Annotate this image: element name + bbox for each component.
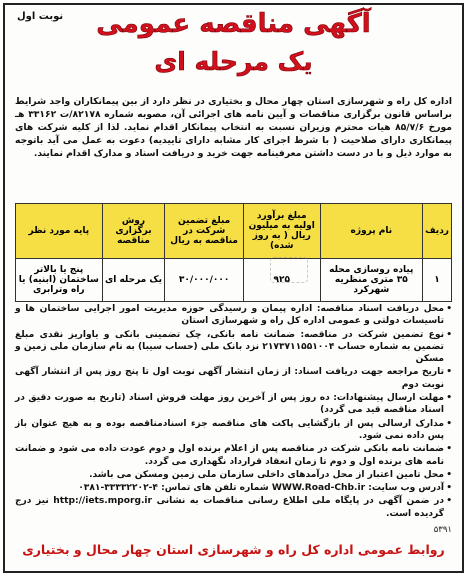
cell-method: یک مرحله ای bbox=[102, 259, 165, 302]
cell-guarantee: ۳۰/۰۰۰/۰۰۰ bbox=[165, 259, 244, 302]
list-item: • تاریخ مراجعه جهت دریافت اسناد: از زمان انتشار آگهی نوبت اول تا پنج روز پس از انتشار آگهی نوبت دوم bbox=[15, 366, 452, 391]
cell-project-name: پیاده روسازی محله ۳۵ متری منظریه شهرکرد bbox=[320, 259, 423, 302]
header-project-name: نام پروژه bbox=[320, 204, 423, 259]
stamp-mark bbox=[270, 257, 308, 283]
intro-paragraph: اداره کل راه و شهرسازی استان چهار محال و بختیاری در نظر دارد از بین پیمانکاران واجد شرایط براساس قانون برگزاری مناقصات و آیین نامه های اجرائی آن، مصوبه شماره ۸۲۱۷۸/ت ۳۳۱۶۲ هـ مورخ ۸۵/۷/۶ هیات محترم وزیران نسبت به انتخاب پیمانکار اقدام نماید. لذا از کلیه شرکت های پیمانکاری دارای صلاحیت ( با شرط اجرای کار مشابه دارای تاییدیه) دعوت به عمل می آید باتوجه به موارد ذیل و با در دست داشتن معرفینامه جهت خرید و دریافت اسناد و مدارک اقدام نمایند. bbox=[15, 96, 452, 159]
list-item: • آدرس وب سایت: WWW.Road-Chb.ir شماره تلفن های تماس: ۴-۳۳۳۳۲۲۰۲-۰۳۸۱ bbox=[15, 482, 452, 494]
header-estimate: مبلغ برآورد اولیه به میلیون ریال ( به روز شده) bbox=[243, 204, 320, 259]
header-row-number: ردیف bbox=[423, 204, 452, 259]
list-item: • محل تامین اعتبار از محل درآمدهای داخلی سازمان ملی زمین ومسکن می باشد. bbox=[15, 469, 452, 481]
notice-title: آگهی مناقصه عمومی bbox=[96, 9, 371, 39]
list-item: • در ضمن آگهی در پایگاه ملی اطلاع رسانی مناقصات به نشانی http://iets.mporg.ir نیز درج گردیده است. bbox=[15, 495, 452, 520]
footer-signature: روابط عمومی اداره کل راه و شهرسازی استان چهار محال و بختیاری bbox=[22, 542, 445, 557]
table-row bbox=[16, 259, 452, 302]
notice-subtitle: یک مرحله ای bbox=[154, 47, 313, 76]
cell-grade: پنج یا بالاتر ساختمان (ابنیه) یا راه وترابری bbox=[16, 259, 103, 302]
list-item: • مدارک ارسالی پس از بازگشایی پاکت های مناقصه جزء اسنادمناقصه بوده و به هیچ عنوان باز پس داده نمی شود. bbox=[15, 418, 452, 443]
list-item: • محل دریافت اسناد مناقصه: اداره پیمان و رسیدگی حوزه مدیریت امور اجرایی ساختمان ها و تاسیسات دولتی و عمومی اداره کل راه و شهرسازی استان bbox=[15, 303, 452, 328]
tender-notice bbox=[3, 3, 464, 573]
list-item: • مهلت ارسال پیشنهادات: ده روز پس از آخرین روز مهلت فروش اسناد (تاریخ به صورت دقیق در اسناد مناقصه قید می گردد) bbox=[15, 392, 452, 417]
cell-row-number: ۱ bbox=[423, 259, 452, 302]
header-grade: پایه مورد نظر bbox=[16, 204, 103, 259]
list-item: • نوع تضمین شرکت در مناقصه: ضمانت نامه بانکی، چک تضمینی بانکی و یاواریز نقدی مبلغ تضمین به شماره حساب ۲۱۷۳۷۱۱۵۵۱۰۰۴ نزد بانک ملی (حساب سیبا) به نام سازمان ملی زمین و مسکن bbox=[15, 329, 452, 366]
list-item: • ضمانت نامه بانکی شرکت در مناقصه پس از اعلام برنده اول و دوم عودت داده می شود و ضمانت نامه های برنده اول و دوم تا زمان انعقاد قرارداد نگهداری می گردد. bbox=[15, 443, 452, 468]
header-guarantee: مبلغ تضمین شرکت در مناقصه به ریال bbox=[165, 204, 244, 259]
ad-code: ۵۳۹۱ bbox=[433, 525, 452, 535]
round-label: نوبت اول bbox=[17, 11, 64, 22]
terms-list bbox=[15, 303, 452, 521]
table-header-row bbox=[16, 204, 452, 259]
tender-table bbox=[15, 203, 452, 302]
header-method: روش برگزاری مناقصه bbox=[102, 204, 165, 259]
cell-estimate: ۹۲۵ bbox=[243, 259, 320, 302]
